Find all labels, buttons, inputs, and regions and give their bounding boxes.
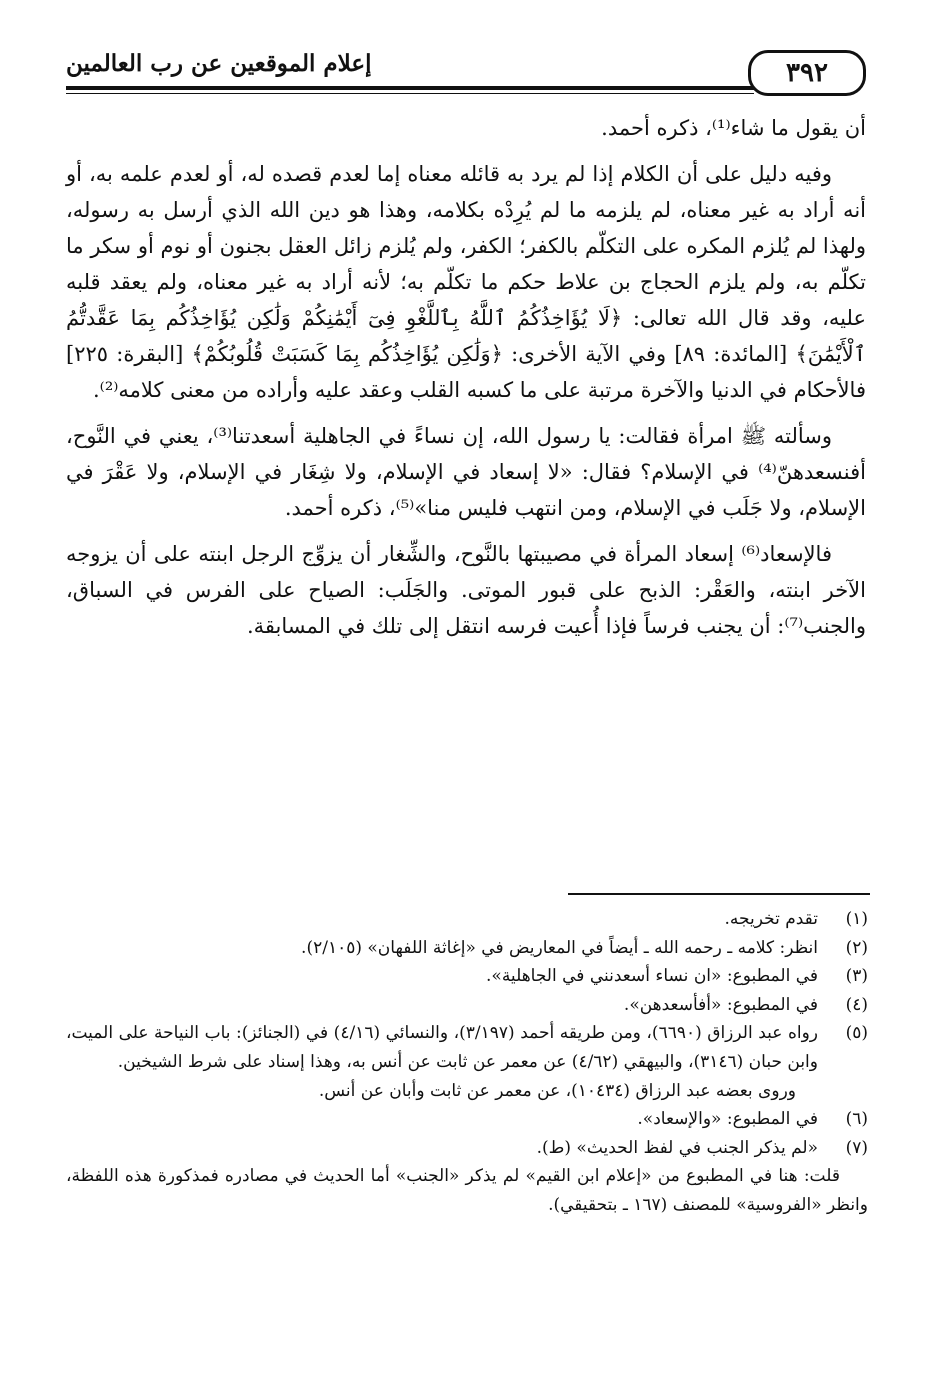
footnote-text: في المطبوع: «والإسعاد». xyxy=(637,1109,818,1130)
editor-note: قلت: هنا في المطبوع من «إعلام ابن القيم» لم يذكر «الجنب» أما الحديث في مصادره فمذكورة هذه اللفظة، وانظر «الفروسية» للمصنف (١٦٧ ـ بتحقيقي). xyxy=(66,1166,868,1215)
footnote xyxy=(66,1105,868,1134)
footnote-number: (٣) xyxy=(845,966,868,987)
main-text xyxy=(66,110,866,654)
footnote-number: (٤) xyxy=(845,994,868,1015)
footnote-number: (٢) xyxy=(845,937,868,958)
footnote xyxy=(66,991,868,1020)
footnote xyxy=(66,905,868,934)
footnote-text: رواه عبد الرزاق (٦٦٩٠)، ومن طريقه أحمد (٣/١٩٧)، والنسائي (٤/١٦) في (الجنائز): باب النياحة على الميت، وابن حبان (٣١٤٦)، والبيهقي (٤/٦٢) عن معمر عن ثابت عن أنس به، وهذا إسناد على شرط الشيخين. xyxy=(66,1023,818,1072)
footnote xyxy=(66,962,868,991)
footnote-number: (١) xyxy=(845,909,868,929)
paragraph: فالإسعاد⁽⁶⁾ إسعاد المرأة في مصيبتها بالنَّوح، والشِّغار أن يزوِّج الرجل ابنته على أن يزوجه الآخر ابنته، والعَقْر: الذبح على قبور الموتى. والجَلَب: الصياح على الفرس في السباق، والجنب⁽⁷⁾: أن يجنب فرساً فإذا أُعيت فرسه انتقل إلى تلك في المسابقة. xyxy=(66,542,866,638)
footnote-text: في المطبوع: «ان نساء أسعدنني في الجاهلية». xyxy=(486,966,818,987)
footnote-text: انظر: كلامه ـ رحمه الله ـ أيضاً في المعاريض في «إغاثة اللفهان» (٢/١٠٥). xyxy=(301,937,818,958)
footnote-number: (٥) xyxy=(845,1023,868,1044)
footnotes xyxy=(66,905,868,1220)
footnote-continuation: وروى بعضه عبد الرزاق (١٠٤٣٤)، عن معمر عن ثابت وأبان عن أنس. xyxy=(318,1080,796,1101)
footnote-number: (٧) xyxy=(845,1137,868,1158)
paragraph-continuation: أن يقول ما شاء⁽¹⁾، ذكره أحمد. xyxy=(601,116,866,140)
footnote-text: تقدم تخريجه. xyxy=(724,909,818,929)
footnote xyxy=(66,1134,868,1163)
running-title: إعلام الموقعين عن رب العالمين xyxy=(66,50,372,77)
footnote-text: في المطبوع: «أفأسعدهن». xyxy=(623,994,818,1015)
page-number-badge: ٣٩٢ xyxy=(748,50,866,96)
footnote xyxy=(66,934,868,963)
paragraph: وفيه دليل على أن الكلام إذا لم يرد به قائله معناه إما لعدم قصده له، أو لعدم علمه به، أو أنه أراد به غير معناه، لم يلزمه ما لم يُرِدْه بكلامه، وهذا هو دين الله الذي أرسل به رسوله، ولهذا لم يُلزم المكره على التكلّم بالكفر؛ الكفر، ولم يُلزم زائل العقل بجنون أو نوم أو سكر ما تكلّم به، ولم يلزم الحجاج بن علاط حكم ما تكلّم به؛ لأنه أراد به غير معناه، ولم يعقد قلبه عليه، وقد قال الله تعالى: ﴿لَا يُؤَاخِذُكُمُ ٱللَّهُ بِٱللَّغْوِ فِىٓ أَيْمَٰنِكُمْ وَلَٰكِن يُؤَاخِذُكُم بِمَا عَقَّدتُّمُ ٱلْأَيْمَٰنَ﴾ [المائدة: ٨٩] وفي الآية الأخرى: ﴿وَلَٰكِن يُؤَاخِذُكُم بِمَا كَسَبَتْ قُلُوبُكُمْ﴾ [البقرة: ٢٢٥] فالأحكام في الدنيا والآخرة مرتبة على ما كسبه القلب وعقد عليه وأراده من معنى كلامه⁽²⁾. xyxy=(66,162,866,402)
footnote-number: (٦) xyxy=(845,1109,868,1130)
header-rule-thin xyxy=(66,93,754,94)
footnote-separator xyxy=(568,893,870,895)
footnote-text: «لم يذكر الجنب في لفظ الحديث» (ط). xyxy=(536,1137,818,1158)
footnote xyxy=(66,1019,868,1076)
header-rule-thick xyxy=(66,86,754,90)
paragraph: وسألته ﷺ امرأة فقالت: يا رسول الله، إن نساءً في الجاهلية أسعدتنا⁽³⁾، يعني في النَّوح، أفنسعدهنّ⁽⁴⁾ في الإسلام؟ فقال: «لا إسعاد في الإسلام، ولا شِغَار في الإسلام، ولا عَقْرَ في الإسلام، ولا جَلَب في الإسلام، ومن انتهب فليس منا»⁽⁵⁾، ذكره أحمد. xyxy=(66,424,866,520)
